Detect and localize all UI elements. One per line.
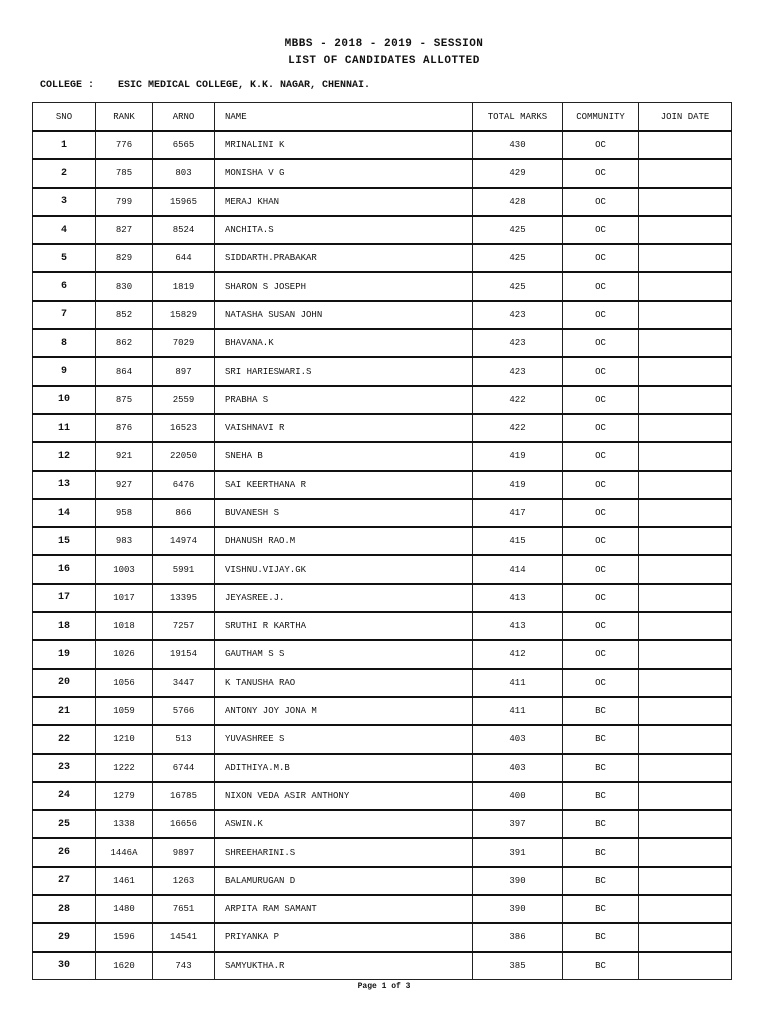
table-row <box>33 697 732 725</box>
cell-name: SIDDARTH.PRABAKAR <box>215 244 473 272</box>
cell-total-marks: 415 <box>473 527 563 555</box>
cell-rank: 927 <box>96 471 153 499</box>
cell-sno: 23 <box>33 754 96 782</box>
cell-arno: 743 <box>153 952 215 980</box>
cell-community: OC <box>563 188 639 216</box>
table-row <box>33 612 732 640</box>
cell-total-marks: 414 <box>473 555 563 583</box>
cell-join-date <box>639 357 732 385</box>
cell-sno: 3 <box>33 188 96 216</box>
cell-community: OC <box>563 159 639 187</box>
cell-total-marks: 422 <box>473 386 563 414</box>
cell-total-marks: 403 <box>473 725 563 753</box>
table-row <box>33 357 732 385</box>
cell-rank: 776 <box>96 131 153 159</box>
col-header-arno: ARNO <box>153 103 215 132</box>
cell-join-date <box>639 301 732 329</box>
college-label: COLLEGE : <box>40 80 95 91</box>
cell-sno: 9 <box>33 357 96 385</box>
cell-community: BC <box>563 895 639 923</box>
cell-arno: 6476 <box>153 471 215 499</box>
cell-total-marks: 413 <box>473 612 563 640</box>
table-row <box>33 159 732 187</box>
cell-sno: 28 <box>33 895 96 923</box>
cell-community: BC <box>563 838 639 866</box>
table-row <box>33 216 732 244</box>
cell-arno: 1263 <box>153 867 215 895</box>
table-row <box>33 782 732 810</box>
cell-sno: 21 <box>33 697 96 725</box>
cell-rank: 1018 <box>96 612 153 640</box>
table-row <box>33 188 732 216</box>
cell-arno: 7257 <box>153 612 215 640</box>
table-row <box>33 131 732 159</box>
table-row <box>33 584 732 612</box>
table-header-row <box>33 103 732 132</box>
cell-name: ADITHIYA.M.B <box>215 754 473 782</box>
cell-arno: 15829 <box>153 301 215 329</box>
cell-total-marks: 423 <box>473 329 563 357</box>
cell-arno: 13395 <box>153 584 215 612</box>
cell-sno: 10 <box>33 386 96 414</box>
cell-rank: 862 <box>96 329 153 357</box>
cell-total-marks: 425 <box>473 272 563 300</box>
col-header-community: COMMUNITY <box>563 103 639 132</box>
cell-community: OC <box>563 301 639 329</box>
cell-arno: 14974 <box>153 527 215 555</box>
cell-total-marks: 390 <box>473 895 563 923</box>
cell-total-marks: 428 <box>473 188 563 216</box>
cell-rank: 1480 <box>96 895 153 923</box>
cell-name: SRI HARIESWARI.S <box>215 357 473 385</box>
cell-name: JEYASREE.J. <box>215 584 473 612</box>
cell-name: ARPITA RAM SAMANT <box>215 895 473 923</box>
cell-total-marks: 425 <box>473 216 563 244</box>
cell-name: ASWIN.K <box>215 810 473 838</box>
table-row <box>33 244 732 272</box>
cell-total-marks: 425 <box>473 244 563 272</box>
cell-join-date <box>639 895 732 923</box>
cell-sno: 29 <box>33 923 96 951</box>
cell-arno: 7651 <box>153 895 215 923</box>
cell-name: YUVASHREE S <box>215 725 473 753</box>
cell-name: SRUTHI R KARTHA <box>215 612 473 640</box>
cell-sno: 17 <box>33 584 96 612</box>
cell-join-date <box>639 244 732 272</box>
cell-join-date <box>639 159 732 187</box>
cell-total-marks: 386 <box>473 923 563 951</box>
cell-arno: 15965 <box>153 188 215 216</box>
cell-join-date <box>639 414 732 442</box>
cell-name: NIXON VEDA ASIR ANTHONY <box>215 782 473 810</box>
cell-join-date <box>639 188 732 216</box>
cell-join-date <box>639 867 732 895</box>
cell-rank: 852 <box>96 301 153 329</box>
cell-arno: 22050 <box>153 442 215 470</box>
cell-community: BC <box>563 867 639 895</box>
table-row <box>33 923 732 951</box>
cell-arno: 7029 <box>153 329 215 357</box>
college-line <box>40 80 370 91</box>
cell-rank: 875 <box>96 386 153 414</box>
cell-join-date <box>639 216 732 244</box>
table-row <box>33 810 732 838</box>
cell-name: PRIYANKA P <box>215 923 473 951</box>
table-row <box>33 442 732 470</box>
cell-name: DHANUSH RAO.M <box>215 527 473 555</box>
cell-rank: 1017 <box>96 584 153 612</box>
cell-arno: 2559 <box>153 386 215 414</box>
cell-rank: 1026 <box>96 640 153 668</box>
table-row <box>33 272 732 300</box>
cell-community: BC <box>563 697 639 725</box>
table-row <box>33 838 732 866</box>
cell-community: BC <box>563 952 639 980</box>
cell-name: SAI KEERTHANA R <box>215 471 473 499</box>
cell-sno: 8 <box>33 329 96 357</box>
cell-name: SHARON S JOSEPH <box>215 272 473 300</box>
cell-arno: 897 <box>153 357 215 385</box>
cell-rank: 827 <box>96 216 153 244</box>
table-row <box>33 329 732 357</box>
table-row <box>33 952 732 980</box>
cell-rank: 983 <box>96 527 153 555</box>
cell-community: OC <box>563 216 639 244</box>
cell-sno: 13 <box>33 471 96 499</box>
cell-community: OC <box>563 471 639 499</box>
cell-sno: 25 <box>33 810 96 838</box>
cell-name: BUVANESH S <box>215 499 473 527</box>
cell-community: OC <box>563 386 639 414</box>
college-name: ESIC MEDICAL COLLEGE, K.K. NAGAR, CHENNAI. <box>118 80 371 91</box>
cell-join-date <box>639 838 732 866</box>
cell-rank: 1338 <box>96 810 153 838</box>
cell-rank: 799 <box>96 188 153 216</box>
cell-arno: 513 <box>153 725 215 753</box>
cell-rank: 1446A <box>96 838 153 866</box>
cell-sno: 6 <box>33 272 96 300</box>
candidates-table <box>32 102 732 980</box>
cell-name: GAUTHAM S S <box>215 640 473 668</box>
cell-community: BC <box>563 923 639 951</box>
cell-sno: 14 <box>33 499 96 527</box>
cell-name: PRABHA S <box>215 386 473 414</box>
cell-total-marks: 423 <box>473 301 563 329</box>
cell-total-marks: 417 <box>473 499 563 527</box>
cell-sno: 11 <box>33 414 96 442</box>
cell-sno: 4 <box>33 216 96 244</box>
col-header-join-date: JOIN DATE <box>639 103 732 132</box>
table-row <box>33 499 732 527</box>
cell-community: BC <box>563 725 639 753</box>
cell-total-marks: 429 <box>473 159 563 187</box>
cell-sno: 20 <box>33 669 96 697</box>
cell-total-marks: 400 <box>473 782 563 810</box>
cell-total-marks: 412 <box>473 640 563 668</box>
cell-community: OC <box>563 442 639 470</box>
table-row <box>33 669 732 697</box>
cell-name: MONISHA V G <box>215 159 473 187</box>
cell-sno: 1 <box>33 131 96 159</box>
cell-arno: 14541 <box>153 923 215 951</box>
cell-community: BC <box>563 810 639 838</box>
cell-arno: 5991 <box>153 555 215 583</box>
cell-join-date <box>639 442 732 470</box>
cell-join-date <box>639 131 732 159</box>
cell-community: OC <box>563 555 639 583</box>
cell-sno: 16 <box>33 555 96 583</box>
cell-rank: 958 <box>96 499 153 527</box>
cell-total-marks: 419 <box>473 442 563 470</box>
col-header-rank: RANK <box>96 103 153 132</box>
cell-name: SHREEHARINI.S <box>215 838 473 866</box>
cell-join-date <box>639 952 732 980</box>
cell-join-date <box>639 272 732 300</box>
table-row <box>33 527 732 555</box>
cell-join-date <box>639 329 732 357</box>
cell-name: VISHNU.VIJAY.GK <box>215 555 473 583</box>
cell-join-date <box>639 782 732 810</box>
cell-arno: 9897 <box>153 838 215 866</box>
cell-arno: 19154 <box>153 640 215 668</box>
cell-join-date <box>639 640 732 668</box>
cell-name: K TANUSHA RAO <box>215 669 473 697</box>
cell-community: OC <box>563 131 639 159</box>
cell-rank: 785 <box>96 159 153 187</box>
col-header-sno: SNO <box>33 103 96 132</box>
cell-arno: 16785 <box>153 782 215 810</box>
cell-total-marks: 430 <box>473 131 563 159</box>
cell-total-marks: 413 <box>473 584 563 612</box>
table-row <box>33 301 732 329</box>
cell-rank: 1620 <box>96 952 153 980</box>
cell-community: OC <box>563 244 639 272</box>
cell-community: OC <box>563 499 639 527</box>
cell-name: VAISHNAVI R <box>215 414 473 442</box>
cell-community: OC <box>563 584 639 612</box>
table-row <box>33 754 732 782</box>
table-row <box>33 867 732 895</box>
cell-join-date <box>639 725 732 753</box>
cell-arno: 16523 <box>153 414 215 442</box>
cell-total-marks: 397 <box>473 810 563 838</box>
cell-rank: 1222 <box>96 754 153 782</box>
cell-name: BHAVANA.K <box>215 329 473 357</box>
cell-rank: 1059 <box>96 697 153 725</box>
cell-total-marks: 390 <box>473 867 563 895</box>
table-row <box>33 895 732 923</box>
cell-arno: 3447 <box>153 669 215 697</box>
document-title: MBBS - 2018 - 2019 - SESSION <box>284 38 484 50</box>
document-subtitle: LIST OF CANDIDATES ALLOTTED <box>288 55 480 67</box>
cell-sno: 24 <box>33 782 96 810</box>
col-header-total-marks: TOTAL MARKS <box>473 103 563 132</box>
cell-total-marks: 403 <box>473 754 563 782</box>
cell-arno: 6565 <box>153 131 215 159</box>
cell-join-date <box>639 499 732 527</box>
col-header-name: NAME <box>215 103 473 132</box>
cell-join-date <box>639 810 732 838</box>
cell-total-marks: 419 <box>473 471 563 499</box>
cell-name: ANTONY JOY JONA M <box>215 697 473 725</box>
cell-rank: 1461 <box>96 867 153 895</box>
cell-arno: 8524 <box>153 216 215 244</box>
cell-rank: 1279 <box>96 782 153 810</box>
cell-sno: 5 <box>33 244 96 272</box>
cell-join-date <box>639 527 732 555</box>
cell-community: OC <box>563 414 639 442</box>
cell-name: BALAMURUGAN D <box>215 867 473 895</box>
cell-rank: 830 <box>96 272 153 300</box>
cell-sno: 22 <box>33 725 96 753</box>
table-body <box>33 131 732 979</box>
cell-join-date <box>639 612 732 640</box>
cell-name: NATASHA SUSAN JOHN <box>215 301 473 329</box>
cell-join-date <box>639 471 732 499</box>
cell-name: MRINALINI K <box>215 131 473 159</box>
cell-sno: 19 <box>33 640 96 668</box>
cell-total-marks: 391 <box>473 838 563 866</box>
cell-community: OC <box>563 527 639 555</box>
cell-community: OC <box>563 669 639 697</box>
cell-sno: 27 <box>33 867 96 895</box>
cell-arno: 803 <box>153 159 215 187</box>
table-row <box>33 640 732 668</box>
cell-sno: 15 <box>33 527 96 555</box>
cell-sno: 26 <box>33 838 96 866</box>
cell-arno: 644 <box>153 244 215 272</box>
cell-join-date <box>639 584 732 612</box>
cell-community: OC <box>563 612 639 640</box>
cell-join-date <box>639 754 732 782</box>
table-row <box>33 386 732 414</box>
table-row <box>33 725 732 753</box>
cell-rank: 921 <box>96 442 153 470</box>
cell-join-date <box>639 697 732 725</box>
cell-name: ANCHITA.S <box>215 216 473 244</box>
cell-total-marks: 411 <box>473 697 563 725</box>
cell-community: OC <box>563 272 639 300</box>
cell-sno: 18 <box>33 612 96 640</box>
cell-total-marks: 411 <box>473 669 563 697</box>
cell-community: OC <box>563 357 639 385</box>
table-row <box>33 555 732 583</box>
page-number: Page 1 of 3 <box>357 982 411 991</box>
cell-total-marks: 422 <box>473 414 563 442</box>
cell-arno: 6744 <box>153 754 215 782</box>
table-row <box>33 471 732 499</box>
cell-join-date <box>639 555 732 583</box>
cell-sno: 2 <box>33 159 96 187</box>
cell-sno: 12 <box>33 442 96 470</box>
cell-community: OC <box>563 640 639 668</box>
cell-arno: 16656 <box>153 810 215 838</box>
cell-total-marks: 385 <box>473 952 563 980</box>
cell-rank: 864 <box>96 357 153 385</box>
table-row <box>33 414 732 442</box>
cell-rank: 1596 <box>96 923 153 951</box>
cell-rank: 829 <box>96 244 153 272</box>
cell-join-date <box>639 669 732 697</box>
cell-join-date <box>639 386 732 414</box>
cell-join-date <box>639 923 732 951</box>
cell-community: BC <box>563 782 639 810</box>
cell-rank: 1056 <box>96 669 153 697</box>
cell-arno: 1819 <box>153 272 215 300</box>
cell-rank: 1003 <box>96 555 153 583</box>
cell-sno: 7 <box>33 301 96 329</box>
cell-community: OC <box>563 329 639 357</box>
cell-arno: 866 <box>153 499 215 527</box>
cell-arno: 5766 <box>153 697 215 725</box>
cell-rank: 1210 <box>96 725 153 753</box>
cell-total-marks: 423 <box>473 357 563 385</box>
cell-name: MERAJ KHAN <box>215 188 473 216</box>
cell-community: BC <box>563 754 639 782</box>
cell-rank: 876 <box>96 414 153 442</box>
cell-name: SAMYUKTHA.R <box>215 952 473 980</box>
cell-name: SNEHA B <box>215 442 473 470</box>
cell-sno: 30 <box>33 952 96 980</box>
